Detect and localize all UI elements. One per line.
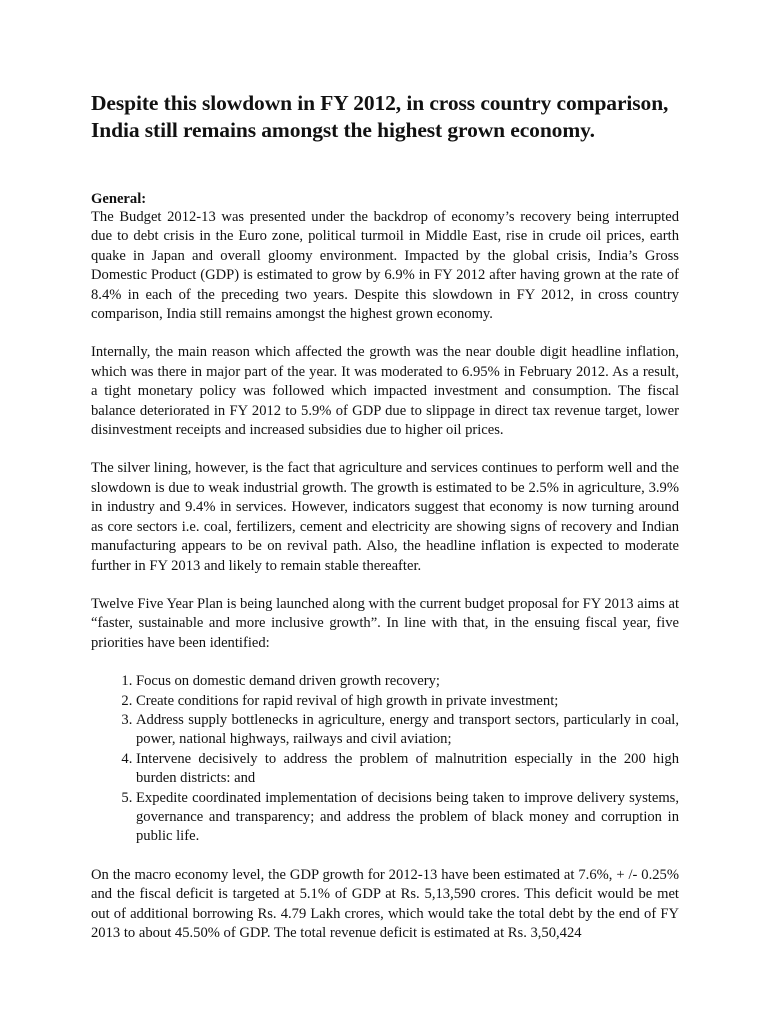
- list-item: 3. Address supply bottlenecks in agriculture, energy and transport sectors, particularly in coal, power, national highways, railways and civil aviation;: [136, 711, 679, 750]
- priorities-list: [91, 672, 679, 847]
- list-item: 2. Create conditions for rapid revival of high growth in private investment;: [136, 692, 679, 711]
- list-item: 5. Expedite coordinated implementation of decisions being taken to improve delivery systems, governance and transparency; and address the problem of black money and corruption in public life.: [136, 789, 679, 847]
- paragraph-internal-growth: Internally, the main reason which affected the growth was the near double digit headline inflation, which was there in major part of the year. It was moderated to 6.95% in February 2012. As a result, a tight monetary policy was followed which impacted investment and consumption. The fiscal balance deteriorated in FY 2012 to 5.9% of GDP due to slippage in direct tax revenue target, lower disinvestment receipts and increased subsidies due to higher oil prices.: [91, 344, 679, 439]
- paragraph-general: The Budget 2012-13 was presented under the backdrop of economy’s recovery being interrupted due to debt crisis in the Euro zone, political turmoil in Middle East, rise in crude oil prices, earth quake in Japan and overall gloomy environment. Impacted by the global crisis, India’s Gross Domestic Product (GDP) is estimated to grow by 6.9% in FY 2012 after having grown at the rate of 8.4% in each of the preceding two years. Despite this slowdown in FY 2012, in cross country comparison, India still remains amongst the highest grown economy.: [91, 209, 679, 323]
- paragraph-five-year-plan: Twelve Five Year Plan is being launched along with the current budget proposal for FY 2013 aims at “faster, sustainable and more inclusive growth”. In line with that, in the ensuing fiscal year, five priorities have been identified:: [91, 595, 679, 651]
- paragraph-macro-economy: On the macro economy level, the GDP growth for 2012-13 have been estimated at 7.6%, + /- 0.25% and the fiscal deficit is targeted at 5.1% of GDP at Rs. 5,13,590 crores. This deficit would be met out of additional borrowing Rs. 4.79 Lakh crores, which would take the total debt by the end of FY 2013 to about 45.50% of GDP. The total revenue deficit is estimated at Rs. 3,50,424: [91, 866, 679, 941]
- section-heading-general: General:: [91, 191, 147, 207]
- document-title: Despite this slowdown in FY 2012, in cross country comparison, India still remains amongst the highest grown economy.: [91, 91, 669, 142]
- document-page: [91, 90, 679, 962]
- list-item: 1. Focus on domestic demand driven growth recovery;: [136, 672, 679, 691]
- list-item: 4. Intervene decisively to address the problem of malnutrition especially in the 200 high burden districts: and: [136, 750, 679, 789]
- paragraph-silver-lining: The silver lining, however, is the fact that agriculture and services continues to perform well and the slowdown is due to weak industrial growth. The growth is estimated to be 2.5% in agriculture, 3.9% in industry and 9.4% in services. However, indicators suggest that economy is now turning around as core sectors i.e. coal, fertilizers, cement and electricity are showing signs of recovery and Indian manufacturing appears to be on revival path. Also, the headline inflation is expected to moderate further in FY 2013 and likely to remain stable thereafter.: [91, 460, 679, 574]
